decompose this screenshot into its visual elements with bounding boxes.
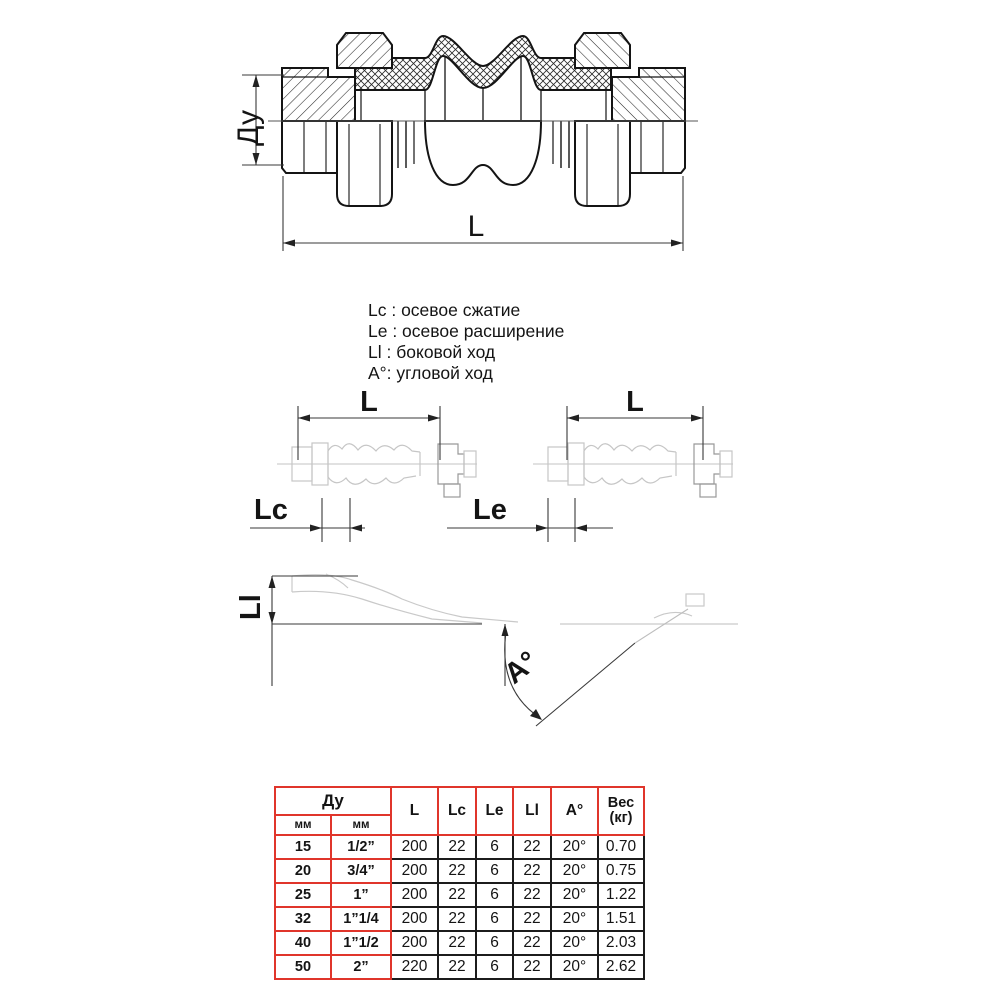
cell-inch: 1”1/2 xyxy=(331,931,391,955)
cell-le: 6 xyxy=(476,883,513,907)
spec-table-wrap xyxy=(274,786,645,980)
bellows-lower-bulges xyxy=(425,121,541,185)
table-row xyxy=(275,907,644,931)
cell-a: 20° xyxy=(551,883,598,907)
cell-ll: 22 xyxy=(513,883,551,907)
table-row xyxy=(275,931,644,955)
dia-arrow-top xyxy=(253,75,260,87)
cell-dn: 15 xyxy=(275,835,331,859)
cell-l: 200 xyxy=(391,907,438,931)
cell-le: 6 xyxy=(476,955,513,979)
length-arrow-left xyxy=(283,240,295,247)
cell-dn: 50 xyxy=(275,955,331,979)
table-row xyxy=(275,859,644,883)
cell-l: 220 xyxy=(391,955,438,979)
compression-dim-label: Lc xyxy=(254,494,288,526)
header-l: L xyxy=(391,787,438,835)
header-weight xyxy=(598,787,644,835)
cell-lc: 22 xyxy=(438,931,476,955)
cell-dn: 20 xyxy=(275,859,331,883)
cell-lc: 22 xyxy=(438,835,476,859)
cell-inch: 1/2” xyxy=(331,835,391,859)
cell-lc: 22 xyxy=(438,955,476,979)
cell-inch: 1”1/4 xyxy=(331,907,391,931)
cell-a: 20° xyxy=(551,835,598,859)
cell-w: 1.22 xyxy=(598,883,644,907)
bellows-band xyxy=(355,36,611,90)
cell-l: 200 xyxy=(391,931,438,955)
legend xyxy=(368,300,564,384)
compression-length-label: L xyxy=(360,386,378,418)
cell-le: 6 xyxy=(476,859,513,883)
cell-dn: 25 xyxy=(275,883,331,907)
cell-lc: 22 xyxy=(438,883,476,907)
table-row xyxy=(275,883,644,907)
expansion-diagram xyxy=(447,386,733,542)
legend-line-a: A°: угловой ход xyxy=(368,363,493,383)
cell-w: 1.51 xyxy=(598,907,644,931)
cell-ll: 22 xyxy=(513,835,551,859)
dia-dimension-label: Ду xyxy=(232,110,265,146)
cell-a: 20° xyxy=(551,931,598,955)
length-arrow-right xyxy=(671,240,683,247)
cell-ll: 22 xyxy=(513,955,551,979)
dia-arrow-bottom xyxy=(253,153,260,165)
cell-a: 20° xyxy=(551,955,598,979)
angular-dim-label: A° xyxy=(498,645,544,691)
header-le: Le xyxy=(476,787,513,835)
cell-le: 6 xyxy=(476,931,513,955)
lateral-dimension xyxy=(272,576,482,686)
cell-dn: 40 xyxy=(275,931,331,955)
cell-w: 2.03 xyxy=(598,931,644,955)
header-mm-right: мм xyxy=(331,815,391,835)
cell-a: 20° xyxy=(551,907,598,931)
length-dimension-label: L xyxy=(467,210,485,243)
cell-a: 20° xyxy=(551,859,598,883)
header-ll: Ll xyxy=(513,787,551,835)
angular-arrow-top xyxy=(502,624,509,636)
cell-le: 6 xyxy=(476,907,513,931)
lateral-arrow-top xyxy=(269,576,276,588)
compression-diagram xyxy=(250,386,477,542)
legend-line-le: Le : осевое расширение xyxy=(368,321,565,341)
cell-lc: 22 xyxy=(438,859,476,883)
table-row xyxy=(275,955,644,979)
lateral-angular-diagram xyxy=(230,558,770,775)
cell-l: 200 xyxy=(391,859,438,883)
faint-lateral-coupling xyxy=(292,574,738,624)
header-weight-unit: (кг) xyxy=(609,810,633,826)
header-mm-left: мм xyxy=(275,815,331,835)
table-row xyxy=(275,835,644,859)
cell-inch: 1” xyxy=(331,883,391,907)
main-drawing xyxy=(228,18,718,268)
cell-dn: 32 xyxy=(275,907,331,931)
header-row-1 xyxy=(275,787,644,815)
spec-table xyxy=(274,786,645,980)
header-weight-word: Вес xyxy=(607,795,635,811)
cell-inch: 2” xyxy=(331,955,391,979)
cell-inch: 3/4” xyxy=(331,859,391,883)
header-lc: Lc xyxy=(438,787,476,835)
lateral-dim-label: Ll xyxy=(235,594,267,620)
cell-ll: 22 xyxy=(513,931,551,955)
legend-line-lc: Lc : осевое сжатие xyxy=(368,300,521,320)
angular-arrow-end xyxy=(530,709,542,720)
header-dn: Ду xyxy=(275,787,391,815)
axial-diagrams xyxy=(230,386,790,558)
expansion-length-label: L xyxy=(626,386,644,418)
cell-ll: 22 xyxy=(513,907,551,931)
expansion-dim-label: Le xyxy=(473,494,507,526)
header-a: A° xyxy=(551,787,598,835)
cell-ll: 22 xyxy=(513,859,551,883)
cell-w: 2.62 xyxy=(598,955,644,979)
cell-le: 6 xyxy=(476,835,513,859)
legend-line-ll: Ll : боковой ход xyxy=(368,342,496,362)
lateral-arrow-bottom xyxy=(269,612,276,624)
cell-w: 0.75 xyxy=(598,859,644,883)
cell-l: 200 xyxy=(391,835,438,859)
cell-lc: 22 xyxy=(438,907,476,931)
cell-w: 0.70 xyxy=(598,835,644,859)
cell-l: 200 xyxy=(391,883,438,907)
